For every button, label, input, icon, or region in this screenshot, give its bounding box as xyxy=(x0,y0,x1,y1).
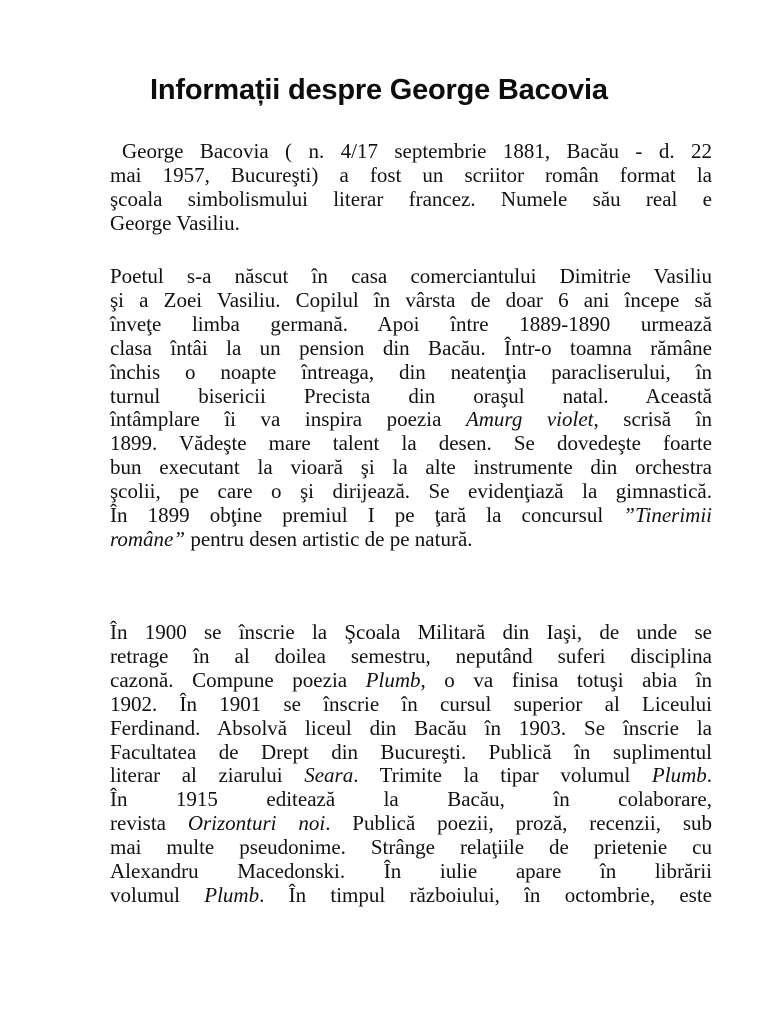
paragraph-line: literar al ziarului Seara. Trimite la tipar volumul Plumb. xyxy=(110,763,712,788)
paragraph-3 xyxy=(110,621,712,908)
paragraph-line: retrage în al doilea semestru, neputând suferi disciplina xyxy=(110,643,712,668)
paragraph-line: întâmplare îi va inspira poezia Amurg violet, scrisă în xyxy=(110,407,712,432)
paragraph-line: turnul bisericii Precista din oraşul natal. Această xyxy=(110,383,712,408)
paragraph-line: George Vasiliu. xyxy=(110,210,240,235)
paragraph-line: bun executant la vioară şi la alte instrumente din orchestra xyxy=(110,455,712,480)
paragraph-1 xyxy=(110,140,712,236)
paragraph-line: clasa întâi la un pension din Bacău. Într-o toamna rămâne xyxy=(110,335,712,360)
newspaper-seara: Seara xyxy=(304,763,354,788)
volume-title-plumb: Plumb xyxy=(204,882,260,907)
paragraph-line: Facultatea de Drept din Bucureşti. Publică în suplimentul xyxy=(110,739,712,764)
paragraph-line: şi a Zoei Vasiliu. Copilul în vârsta de doar 6 ani începe să xyxy=(110,287,712,312)
paragraph-line: Alexandru Macedonski. În iulie apare în librării xyxy=(110,859,712,884)
paragraph-line: volumul Plumb. În timpul războiului, în octombrie, este xyxy=(110,882,712,907)
magazine-orizonturi-noi: Orizonturi noi xyxy=(187,811,326,836)
contest-name: române” xyxy=(110,526,186,551)
paragraph-line: şcolii, pe care o şi dirijează. Se evidenţiază la gimnastică. xyxy=(110,479,712,504)
paragraph-line: În 1915 editează la Bacău, în colaborare, xyxy=(110,787,712,812)
paragraph-line: 1902. În 1901 se înscrie în cursul superior al Liceului xyxy=(110,691,712,716)
contest-name: ”Tinerimii xyxy=(623,503,712,528)
paragraph-line: Poetul s-a născut în casa comerciantului Dimitrie Vasiliu xyxy=(110,264,712,288)
paragraph-2 xyxy=(110,265,712,552)
poem-title-plumb: Plumb xyxy=(365,667,421,692)
paragraph-line: revista Orizonturi noi. Publică poezii, proză, recenzii, sub xyxy=(110,811,712,836)
paragraph-line: şcoala simbolismului literar francez. Numele său real e xyxy=(110,186,712,211)
paragraph-line: În 1899 obţine premiul I pe ţară la concursul ”Tinerimii xyxy=(110,503,712,528)
page-title: Informații despre George Bacovia xyxy=(150,74,608,106)
paragraph-line: Ferdinand. Absolvă liceul din Bacău în 1903. Se înscrie la xyxy=(110,715,712,740)
paragraph-line: închis o noapte întreaga, din neatenţia paracliserului, în xyxy=(110,359,712,384)
paragraph-line: 1899. Vădeşte mare talent la desen. Se dovedeşte foarte xyxy=(110,431,712,456)
paragraph-line: În 1900 se înscrie la Şcoala Militară din Iaşi, de unde se xyxy=(110,620,712,644)
paragraph-line: mai 1957, Bucureşti) a fost un scriitor român format la xyxy=(110,162,712,187)
paragraph-line: mai multe pseudonime. Strânge relaţiile de prietenie cu xyxy=(110,835,712,860)
paragraph-line: George Bacovia ( n. 4/17 septembrie 1881, Bacău - d. 22 xyxy=(122,139,712,163)
poem-title-amurg-violet: Amurg violet xyxy=(465,407,594,432)
paragraph-line: înveţe limba germană. Apoi între 1889-1890 urmează xyxy=(110,311,712,336)
paragraph-line: cazonă. Compune poezia Plumb, o va finisa totuşi abia în xyxy=(110,667,712,692)
volume-title-plumb: Plumb xyxy=(651,763,707,788)
paragraph-line: române” pentru desen artistic de pe natură. xyxy=(110,526,473,551)
